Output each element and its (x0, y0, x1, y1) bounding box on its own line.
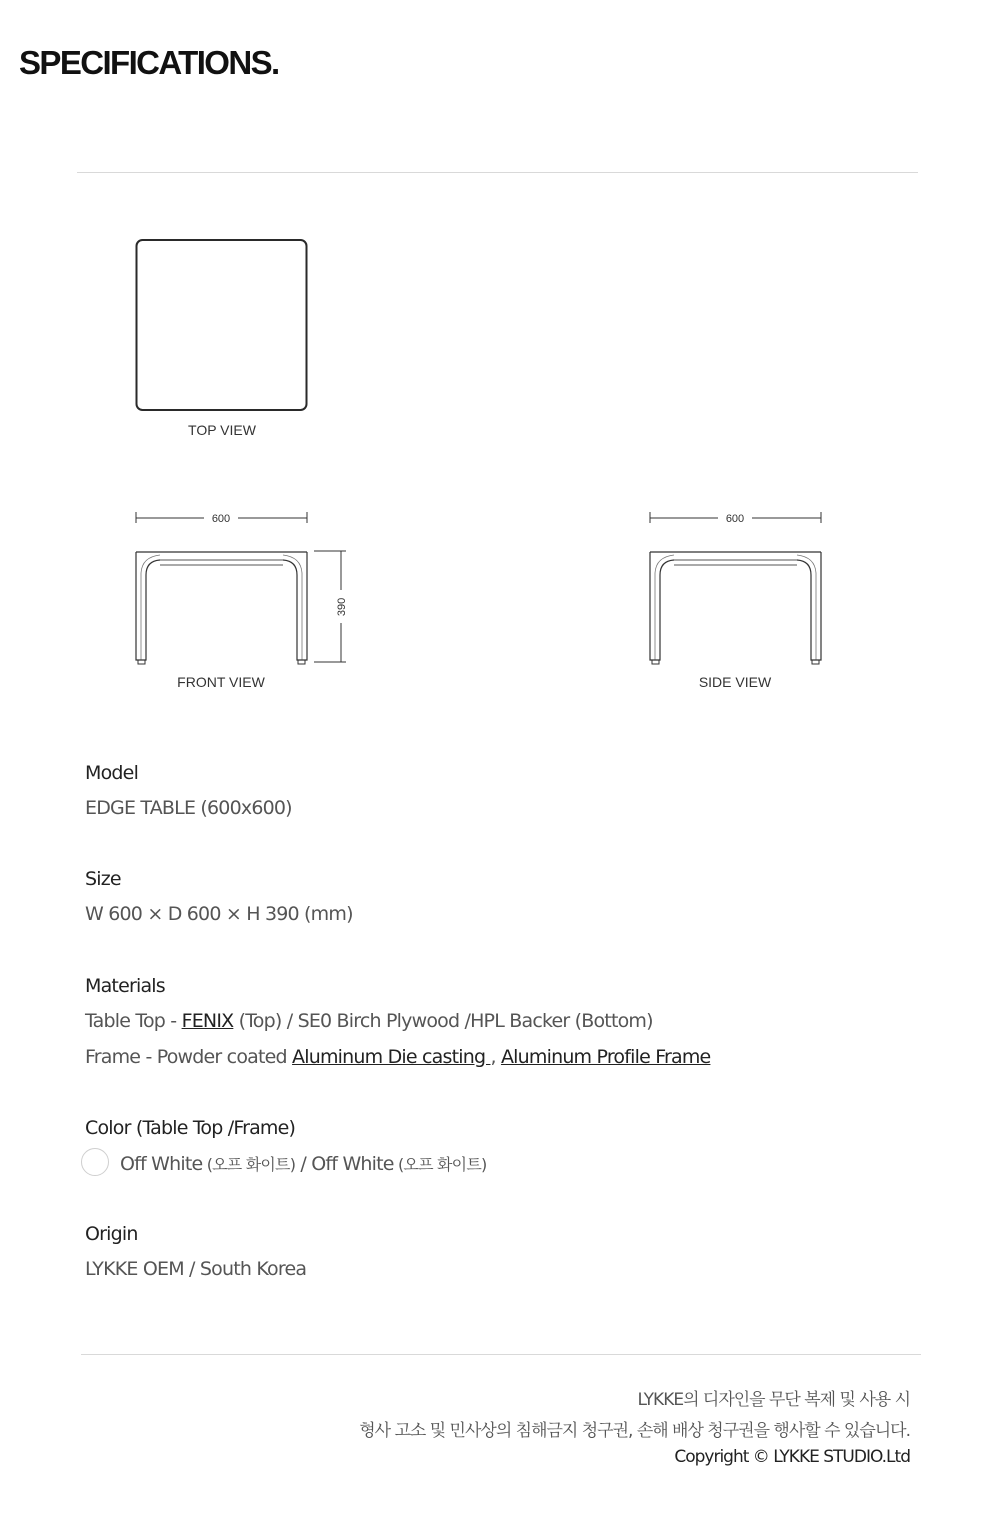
top-color-name: Off White (120, 1153, 203, 1175)
table-top-prefix: Table Top - (85, 1010, 182, 1032)
fenix-link[interactable]: FENIX (181, 1010, 234, 1032)
front-height-label: 390 (336, 597, 348, 617)
side-view-drawing (634, 505, 844, 675)
materials-label: Materials (85, 975, 165, 997)
aluminum-profile-frame-link[interactable]: Aluminum Profile Frame (500, 1046, 711, 1068)
front-view-caption: FRONT VIEW (177, 674, 265, 690)
size-value: W 600 × D 600 × H 390 (mm) (85, 903, 353, 925)
model-label: Model (85, 762, 139, 784)
front-view-drawing (120, 505, 360, 675)
materials-frame (85, 1046, 710, 1068)
top-color-korean: (오프 화이트) (202, 1155, 296, 1174)
side-view-caption: SIDE VIEW (698, 674, 772, 690)
footer-notice-line1: LYKKE의 디자인을 무단 복제 및 사용 시 (637, 1390, 910, 1410)
frame-separator: , (490, 1046, 501, 1068)
top-view-drawing (130, 234, 315, 419)
footer-copyright: Copyright © LYKKE STUDIO.Ltd (674, 1447, 910, 1467)
top-divider (77, 172, 918, 173)
footer-notice-line2: 형사 고소 및 민사상의 침해금지 청구권, 손해 배상 청구권을 행사할 수 있습니다. (359, 1421, 910, 1441)
bottom-divider (81, 1354, 921, 1355)
materials-table-top (85, 1010, 653, 1032)
origin-value: LYKKE OEM / South Korea (85, 1258, 307, 1280)
origin-label: Origin (85, 1223, 138, 1245)
color-label: Color (Table Top /Frame) (85, 1117, 296, 1139)
frame-prefix: Frame - Powder coated (85, 1046, 293, 1068)
model-value: EDGE TABLE (600x600) (85, 797, 292, 819)
front-width-label: 600 (211, 513, 231, 525)
size-label: Size (85, 868, 121, 890)
color-value (120, 1152, 486, 1175)
color-swatch[interactable] (81, 1148, 109, 1176)
aluminum-die-casting-link[interactable]: Aluminum Die casting (292, 1046, 491, 1068)
color-separator: / (295, 1153, 312, 1175)
table-top-suffix: (Top) / SE0 Birch Plywood /HPL Backer (Bottom) (233, 1010, 653, 1032)
top-view-caption: TOP VIEW (188, 422, 256, 438)
page-title: SPECIFICATIONS. (19, 44, 279, 81)
side-width-label: 600 (725, 513, 745, 525)
frame-color-korean: (오프 화이트) (393, 1155, 487, 1174)
frame-color-name: Off White (311, 1153, 394, 1175)
